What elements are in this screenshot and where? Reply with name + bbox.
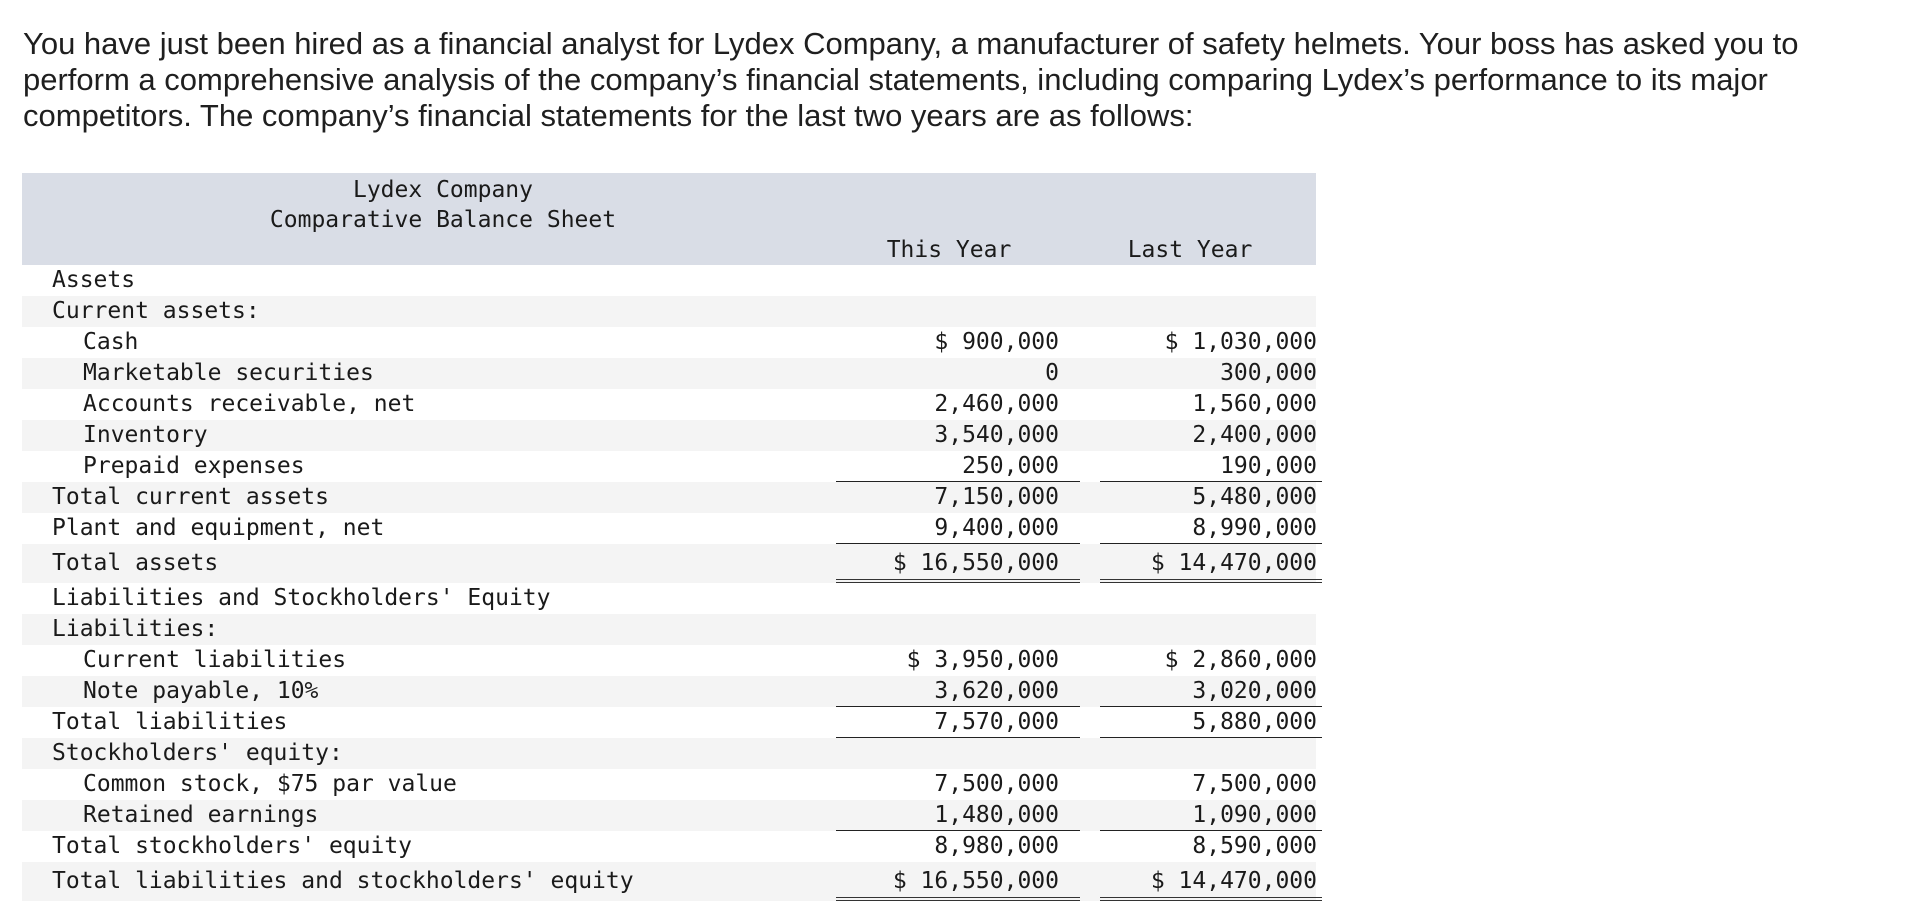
value-last-year: 190,000 xyxy=(1100,451,1322,482)
value-last-year: 7,500,000 xyxy=(1192,771,1317,797)
row-label: Current assets: xyxy=(52,298,260,324)
row-label: Accounts receivable, net xyxy=(83,391,416,417)
table-row xyxy=(22,707,1316,738)
value-this-year: 7,570,000 xyxy=(836,707,1080,738)
table-row xyxy=(22,544,1316,583)
table-row xyxy=(22,645,1316,676)
row-label: Assets xyxy=(52,267,136,293)
value-last-year: 8,990,000 xyxy=(1100,513,1322,544)
row-label: Total stockholders' equity xyxy=(52,833,413,859)
row-label: Total current assets xyxy=(52,484,329,510)
value-last-year: 2,400,000 xyxy=(1192,422,1317,448)
table-row xyxy=(22,358,1316,389)
value-last-year: $ 14,470,000 xyxy=(1100,862,1322,901)
value-this-year: 3,620,000 xyxy=(836,676,1080,707)
row-label: Note payable, 10% xyxy=(83,678,319,704)
row-label: Plant and equipment, net xyxy=(52,515,385,541)
value-last-year: $ 14,470,000 xyxy=(1100,544,1322,583)
table-row xyxy=(22,389,1316,420)
value-last-year: $ 2,860,000 xyxy=(1164,647,1317,673)
value-this-year: $ 16,550,000 xyxy=(836,544,1080,583)
company-name: Lydex Company xyxy=(352,177,533,203)
table-header xyxy=(22,173,1316,265)
value-last-year: 1,090,000 xyxy=(1100,800,1322,831)
value-this-year: $ 3,950,000 xyxy=(906,647,1059,673)
row-label: Common stock, $75 par value xyxy=(83,771,457,797)
table-row xyxy=(22,482,1316,513)
row-label: Liabilities: xyxy=(52,616,219,642)
table-row xyxy=(22,583,1316,614)
row-label: Total assets xyxy=(52,550,219,576)
row-label: Cash xyxy=(83,329,139,355)
value-this-year: 8,980,000 xyxy=(934,833,1059,859)
table-row xyxy=(22,420,1316,451)
row-label: Marketable securities xyxy=(83,360,374,386)
table-row xyxy=(22,327,1316,358)
table-row xyxy=(22,265,1316,296)
value-this-year: 7,500,000 xyxy=(934,771,1059,797)
value-last-year: 1,560,000 xyxy=(1192,391,1317,417)
row-label: Total liabilities and stockholders' equity xyxy=(52,868,634,894)
value-this-year: 3,540,000 xyxy=(934,422,1059,448)
value-last-year: 8,590,000 xyxy=(1192,833,1317,859)
row-label: Stockholders' equity: xyxy=(52,740,343,766)
value-last-year: 3,020,000 xyxy=(1100,676,1322,707)
table-row xyxy=(22,769,1316,800)
value-this-year: 0 xyxy=(1045,360,1059,386)
value-this-year: 250,000 xyxy=(836,451,1080,482)
table-row xyxy=(22,831,1316,862)
statement-title: Comparative Balance Sheet xyxy=(269,207,617,233)
value-this-year: 1,480,000 xyxy=(836,800,1080,831)
value-last-year: 5,880,000 xyxy=(1100,707,1322,738)
table-row xyxy=(22,738,1316,769)
table-row xyxy=(22,451,1316,482)
balance-sheet-table xyxy=(22,173,1316,901)
table-row xyxy=(22,296,1316,327)
column-header-this-year: This Year xyxy=(886,237,1012,263)
table-row xyxy=(22,676,1316,707)
row-label: Retained earnings xyxy=(83,802,319,828)
value-last-year: 300,000 xyxy=(1220,360,1317,386)
value-this-year: $ 900,000 xyxy=(934,329,1059,355)
value-this-year: 9,400,000 xyxy=(836,513,1080,544)
table-row xyxy=(22,513,1316,544)
row-label: Total liabilities xyxy=(52,709,288,735)
intro-text xyxy=(23,26,1883,134)
table-row xyxy=(22,862,1316,901)
intro-paragraph: You have just been hired as a financial analyst for Lydex Company, a manufacturer of safety helmets. Your boss has asked you to perform a comprehensive analysis of the company’s financial statements, including comparing Lydex’s performance to its major competitors. The company’s financial statements for the last two years are as follows: xyxy=(23,26,1799,133)
value-this-year: $ 16,550,000 xyxy=(836,862,1080,901)
row-label: Prepaid expenses xyxy=(83,453,305,479)
row-label: Current liabilities xyxy=(83,647,347,673)
value-last-year: $ 1,030,000 xyxy=(1164,329,1317,355)
row-label: Inventory xyxy=(83,422,208,448)
table-row xyxy=(22,800,1316,831)
value-this-year: 7,150,000 xyxy=(934,484,1059,510)
row-label: Liabilities and Stockholders' Equity xyxy=(52,585,551,611)
value-last-year: 5,480,000 xyxy=(1192,484,1317,510)
value-this-year: 2,460,000 xyxy=(934,391,1059,417)
column-header-last-year: Last Year xyxy=(1127,237,1253,263)
table-row xyxy=(22,614,1316,645)
